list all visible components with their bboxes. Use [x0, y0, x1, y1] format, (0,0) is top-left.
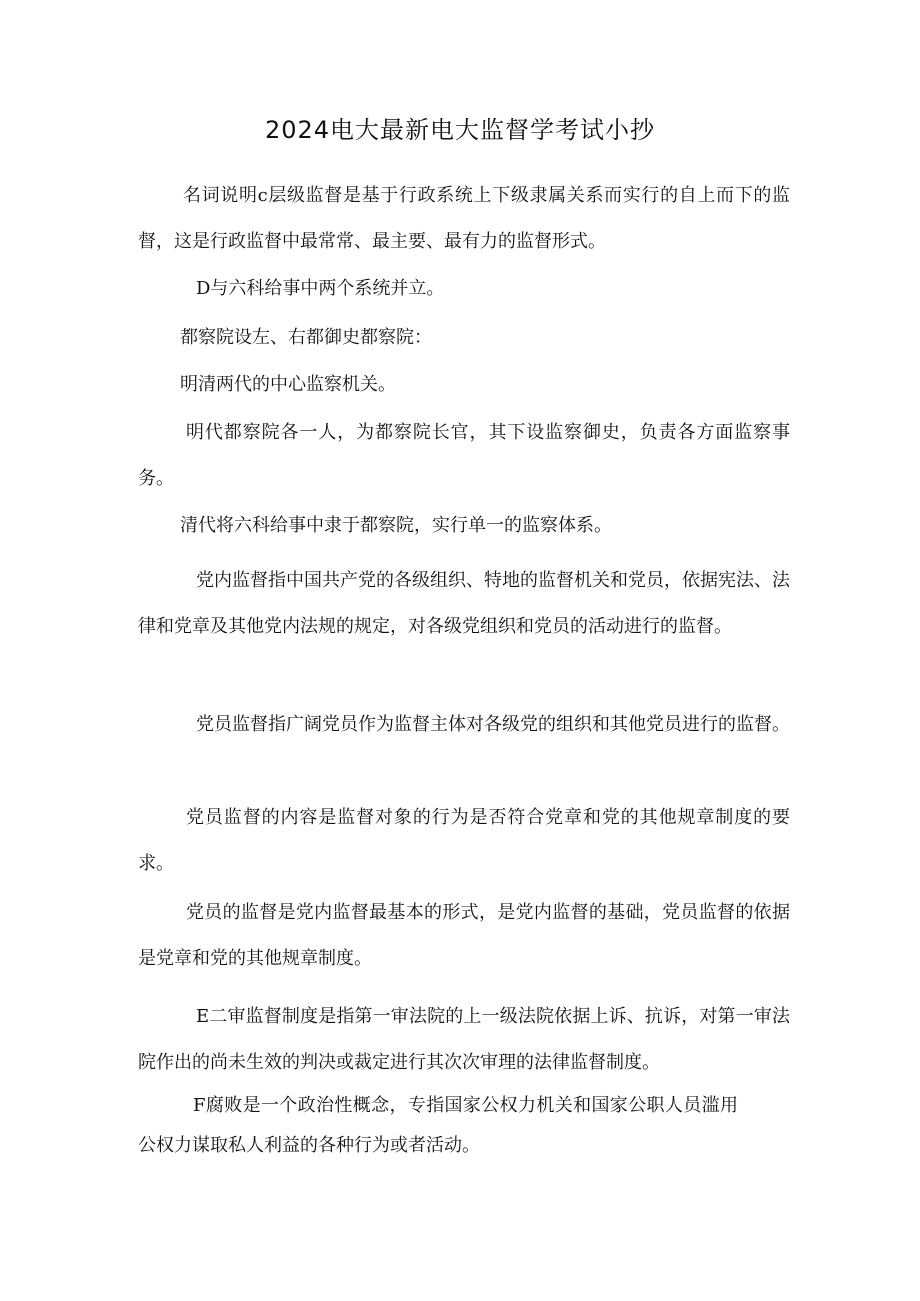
paragraph-inner-party-supervision: 党内监督指中国共产党的各级组织、特地的监督机关和党员，依据宪法、法律和党章及其他党内法规的规定，对各级党组织和党员的活动进行的监督。 [138, 570, 790, 637]
paragraph-corruption-definition: F腐败是一个政治性概念，专指国家公权力机关和国家公职人员滥用公权力谋取私人利益的各种行为或者活动。 [138, 1095, 738, 1156]
paragraph-qing-supervision-system: 清代将六科给事中隶于都察院，实行单一的监察体系。 [180, 515, 612, 536]
paragraph-supervision-basis: 党员的监督是党内监督最基本的形式，是党内监督的基础，党员监督的依据是党章和党的其他规章制度。 [138, 902, 790, 969]
paragraph-hierarchical-supervision: 名词说明c层级监督是基于行政系统上下级隶属关系而实行的自上而下的监督，这是行政监督中最常常、最主要、最有力的监督形式。 [138, 185, 790, 252]
paragraph-party-member-supervision: 党员监督指广阔党员作为监督主体对各级党的组织和其他党员进行的监督。 [196, 714, 790, 735]
paragraph-central-supervision-organ: 明清两代的中心监察机关。 [180, 374, 396, 395]
paragraph-ming-duchayuan: 明代都察院各一人，为都察院长官，其下设监察御史，负责各方面监察事务。 [138, 422, 790, 489]
paragraph-supervision-content: 党员监督的内容是监督对象的行为是否符合党章和党的其他规章制度的要求。 [138, 807, 790, 874]
paragraph-liuke-jishizhong: D与六科给事中两个系统并立。 [196, 278, 445, 299]
paragraph-second-instance-supervision: E二审监督制度是指第一审法院的上一级法院依据上诉、抗诉，对第一审法院作出的尚未生效的判决或裁定进行其次次审理的法律监督制度。 [138, 1006, 790, 1073]
paragraph-duchayuan-setup: 都察院设左、右都御史都察院： [180, 327, 432, 348]
document-title: 2024电大最新电大监督学考试小抄 [264, 116, 656, 144]
